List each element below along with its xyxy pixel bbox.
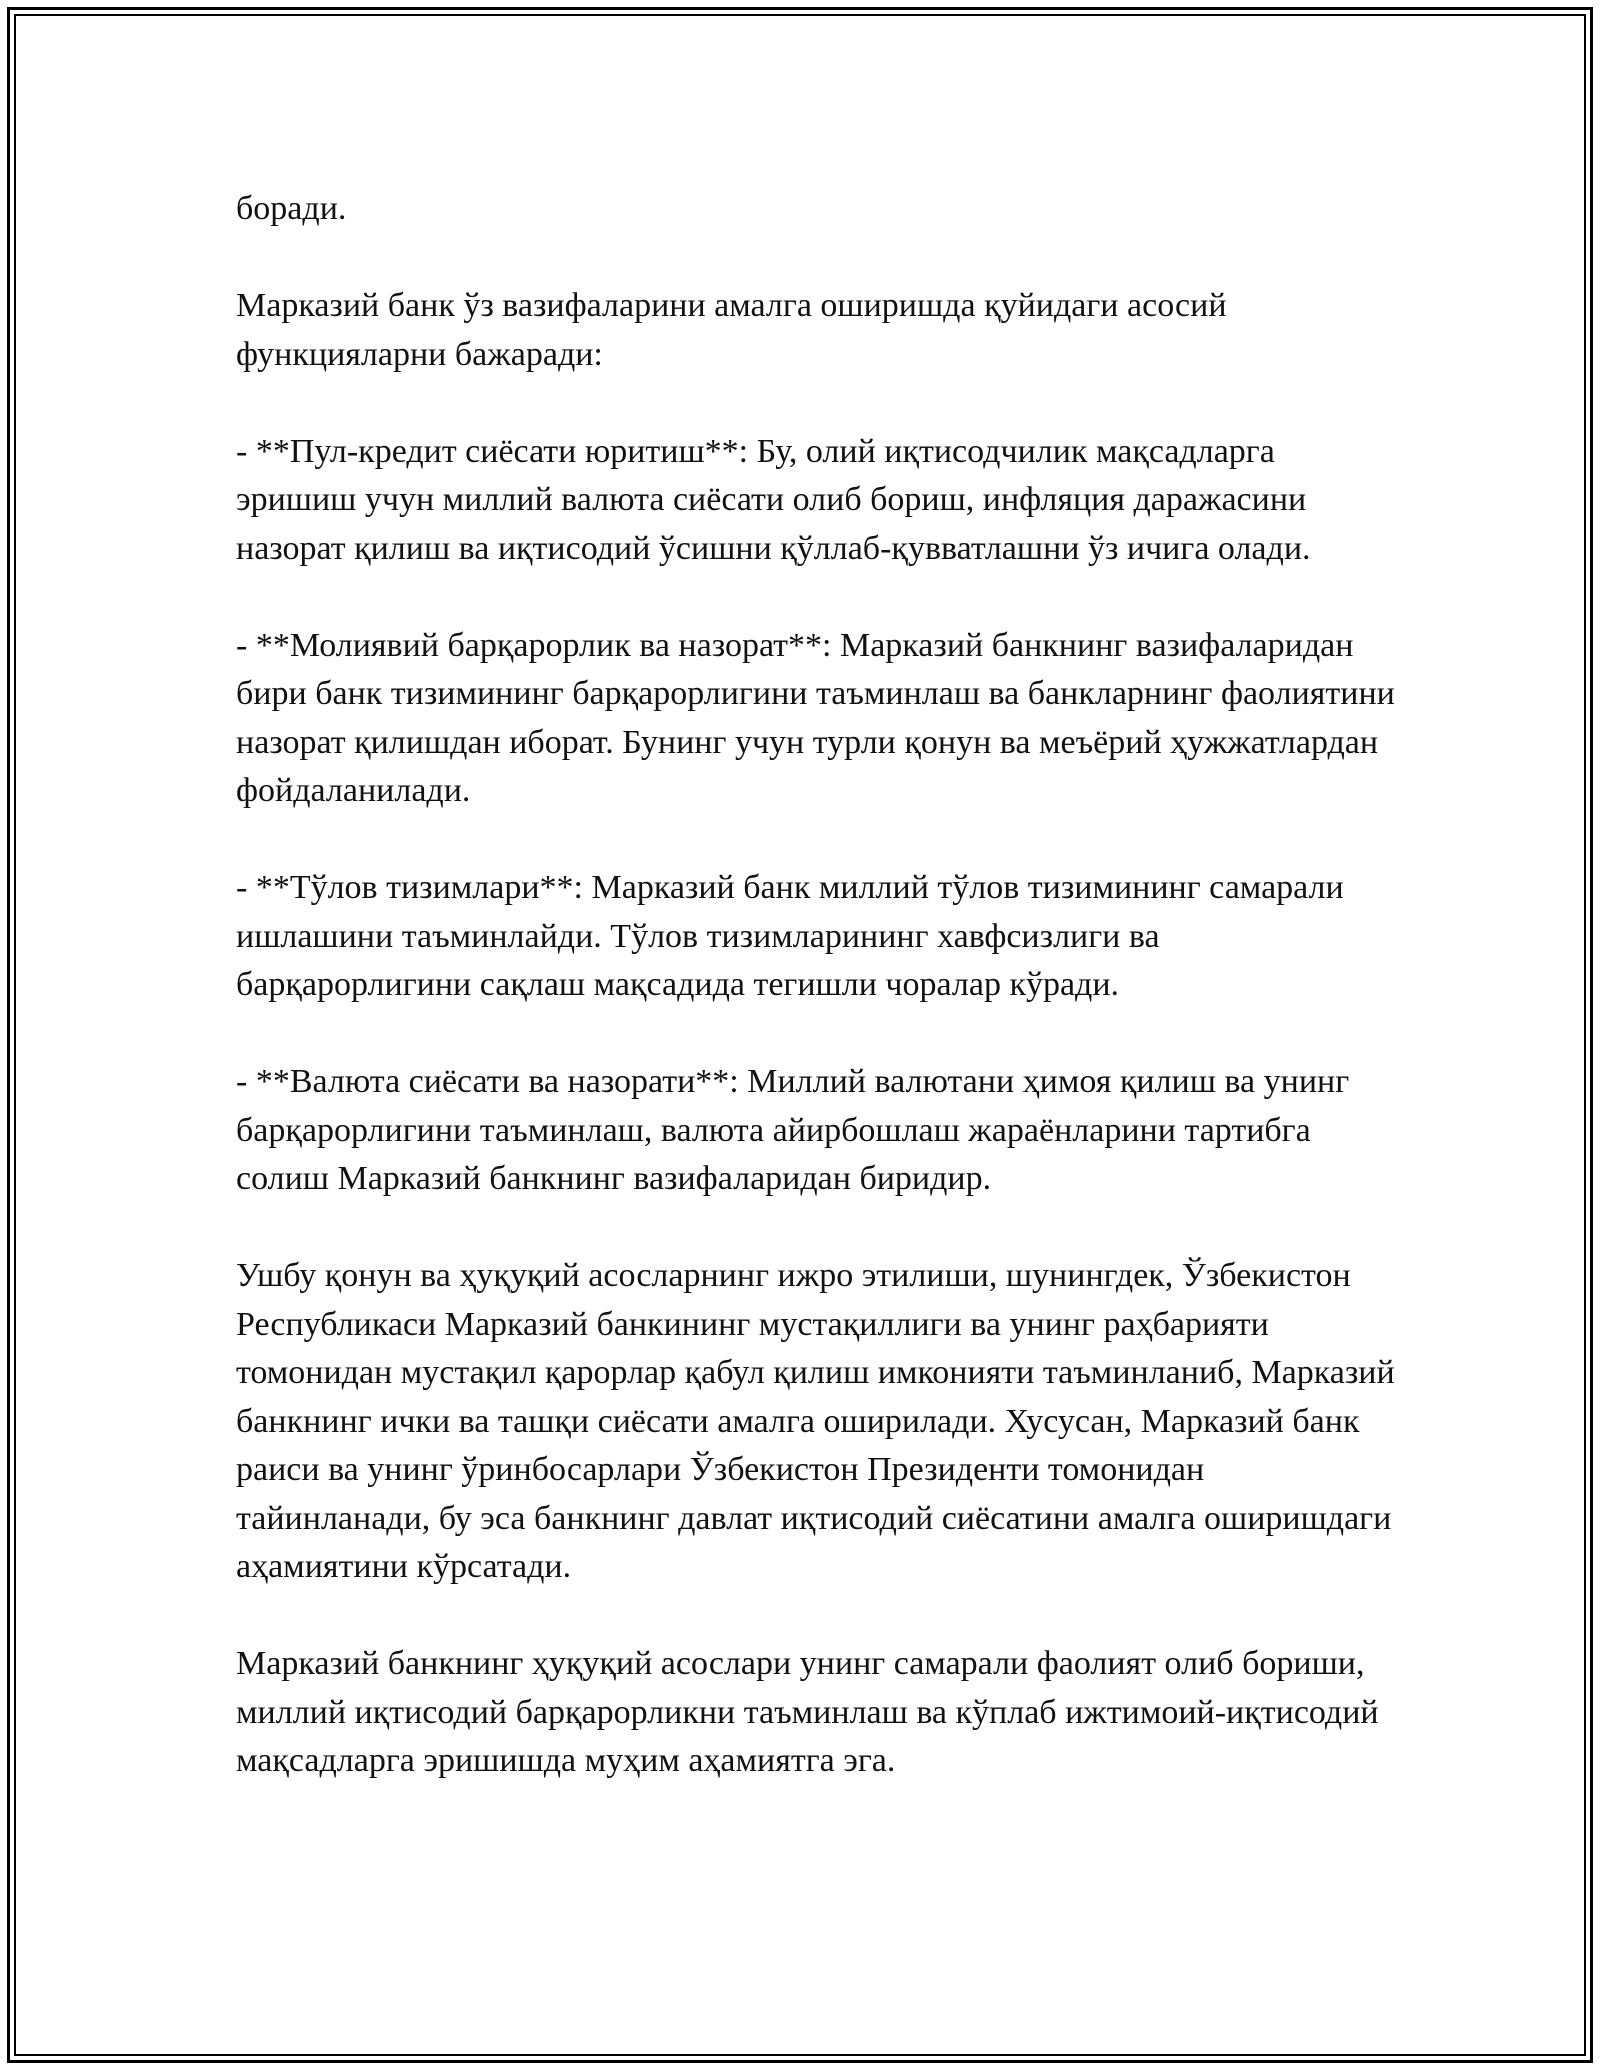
paragraph-conclusion: Марказий банкнинг ҳуқуқий асослари унинг самарали фаолият олиб бориши, миллий иқтисодий барқарорликни таъминлаш ва кўплаб ижтимоий-иқтисодий мақсадларга эришишда муҳим аҳамиятга эга. [236,1645,1379,1779]
paragraph-legal-basis: Ушбу қонун ва ҳуқуқий асосларнинг ижро этилиши, шунингдек, Ўзбекистон Республикаси Марказий банкининг мустақиллиги ва унинг раҳбарияти томонидан мустақил қарорлар қабул қилиш имконияти таъминланиб, Марказий банкнинг ички ва ташқи сиёсати амалга оширилади. Хусусан, Марказий банк раиси ва унинг ўринбосарлари Ўзбекистон Президенти томонидан тайинланади, бу эса банкнинг давлат иқтисодий сиёсатини амалга оширишдаги аҳамиятини кўрсатади. [236,1257,1395,1585]
list-item-currency-policy: - **Валюта сиёсати ва назорати**: Миллий валютани ҳимоя қилиш ва унинг барқарорлигини таъминлаш, валюта айирбошлаш жараёнларини тартибга солиш Марказий банкнинг вазифаларидан биридир. [236,1063,1350,1197]
paragraph-functions-intro: Марказий банк ўз вазифаларини амалга оширишда қуйидаги асосий функцияларни бажаради: [236,287,1227,373]
list-item-payment-systems: - **Тўлов тизимлари**: Марказий банк миллий тўлов тизимининг самарали ишлашини таъминлайди. Тўлов тизимларининг хавфсизлиги ва барқарорлигини сақлаш мақсадида тегишли чоралар кўради. [236,869,1344,1003]
list-item-monetary-policy: - **Пул-кредит сиёсати юритиш**: Бу, олий иқтисодчилик мақсадларга эришиш учун миллий валюта сиёсати олиб бориш, инфляция даражасини назорат қилиш ва иқтисодий ўсишни қўллаб-қувватлашни ўз ичига олади. [236,432,1311,567]
document-body [236,185,1396,1786]
list-item-financial-stability: - **Молиявий барқарорлик ва назорат**: Марказий банкнинг вазифаларидан бири банк тизимининг барқарорлигини таъминлаш ва банкларнинг фаолиятини назорат қилишдан иборат. Бунинг учун турли қонун ва меъёрий ҳужжатлардан фойдаланилади. [236,626,1395,809]
paragraph-continuation: боради. [236,190,347,227]
